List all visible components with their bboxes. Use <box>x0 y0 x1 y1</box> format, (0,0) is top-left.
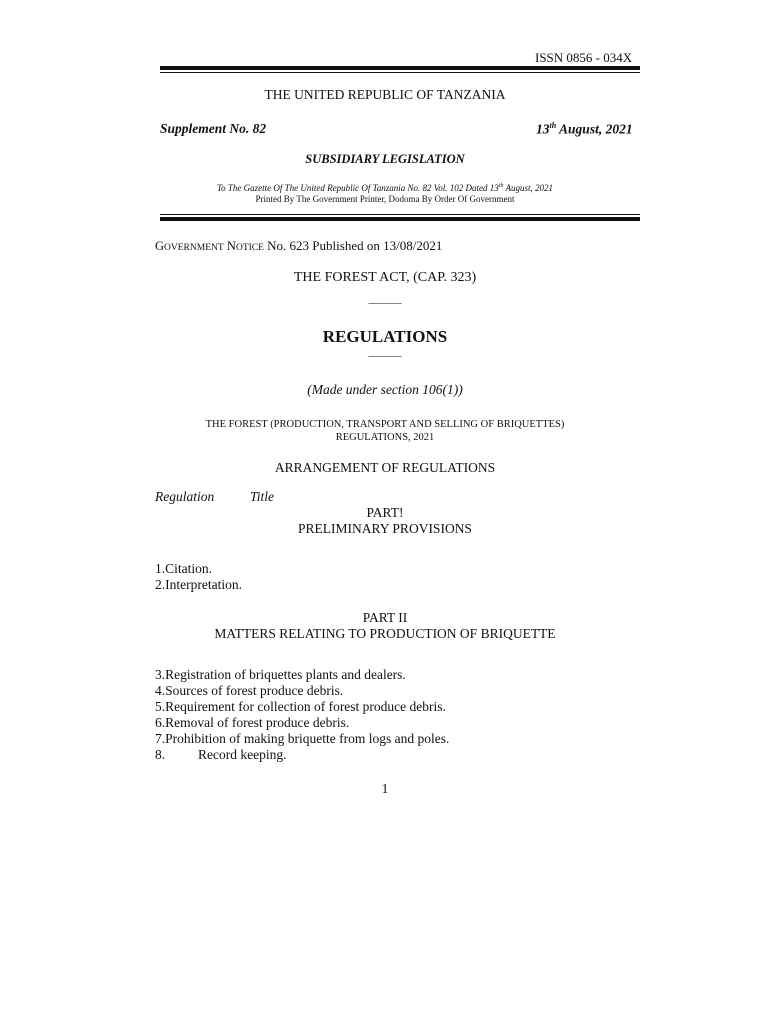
toc-item: 1.Citation. <box>155 561 212 576</box>
government-notice-line <box>155 238 442 254</box>
header-rule-thin <box>160 214 640 215</box>
top-rule-thin <box>160 72 640 73</box>
part-two-label: PART II <box>362 610 408 625</box>
date-rest: August, 2021 <box>556 121 633 137</box>
gov-smallcaps-otice: OTICE <box>235 243 264 253</box>
gov-initial-g: G <box>155 239 165 253</box>
toc-item: 2.Interpretation. <box>155 577 242 592</box>
gazette-reference-sup: th <box>498 183 504 189</box>
toc-item: 3.Registration of briquettes plants and dealers. <box>155 667 406 682</box>
toc-item: 5.Requirement for collection of forest produce debris. <box>155 699 446 714</box>
toc-item: 7.Prohibition of making briquette from logs and poles. <box>155 731 450 746</box>
page-number: 1 <box>381 781 389 796</box>
regulations-heading: REGULATIONS <box>322 327 448 346</box>
toc-item-text: Record keeping. <box>198 747 287 762</box>
date-day: 13 <box>536 121 550 137</box>
part-one-label: PART! <box>366 505 404 520</box>
top-rule-thick <box>160 66 640 70</box>
gazette-reference-text: To The Gazette Of The United Republic Of Tanzania No. 82 Vol. 102 Dated 13 <box>216 183 499 193</box>
printed-by-line: Printed By The Government Printer, Dodoma By Order Of Government <box>255 194 515 204</box>
part-two-items <box>155 667 449 763</box>
act-title: THE FOREST ACT, (CAP. 323) <box>293 270 477 285</box>
supplement-number: Supplement No. 82 <box>160 121 267 136</box>
act-title-divider: ——— <box>368 297 402 309</box>
header-rule-thick <box>160 217 640 221</box>
part-one-items <box>155 561 242 593</box>
gov-smallcaps-overnment: OVERNMENT <box>164 243 224 253</box>
gov-initial-n: N <box>226 239 236 253</box>
subsidiary-legislation-heading: SUBSIDIARY LEGISLATION <box>305 152 465 166</box>
toc-item: 6.Removal of forest produce debris. <box>155 715 350 730</box>
regulations-full-title-line1: THE FOREST (PRODUCTION, TRANSPORT AND SELLING OF BRIQUETTES) <box>205 419 565 430</box>
regulations-full-title-line2: REGULATIONS, 2021 <box>335 432 435 443</box>
made-under-section: (Made under section 106(1)) <box>307 382 463 397</box>
date-suffix: th <box>549 121 557 130</box>
supplement-date <box>536 121 633 138</box>
part-one-title: PRELIMINARY PROVISIONS <box>298 521 472 536</box>
notice-number-and-date: No. 623 Published on 13/08/2021 <box>263 238 443 253</box>
regulations-divider: ——— <box>368 350 402 362</box>
toc-item-number: 8. <box>155 747 166 762</box>
gazette-reference-date: August, 2021 <box>503 183 554 193</box>
gazette-reference <box>0 183 770 193</box>
column-header-regulation: Regulation <box>155 489 215 504</box>
column-header-title: Title <box>250 489 275 504</box>
country-title: THE UNITED REPUBLIC OF TANZANIA <box>264 87 506 102</box>
arrangement-heading: ARRANGEMENT OF REGULATIONS <box>274 460 496 475</box>
toc-item: 4.Sources of forest produce debris. <box>155 683 344 698</box>
part-two-title: MATTERS RELATING TO PRODUCTION OF BRIQUETTE <box>214 626 556 641</box>
toc-item <box>155 747 449 763</box>
issn-label: ISSN 0856 - 034X <box>535 50 633 65</box>
